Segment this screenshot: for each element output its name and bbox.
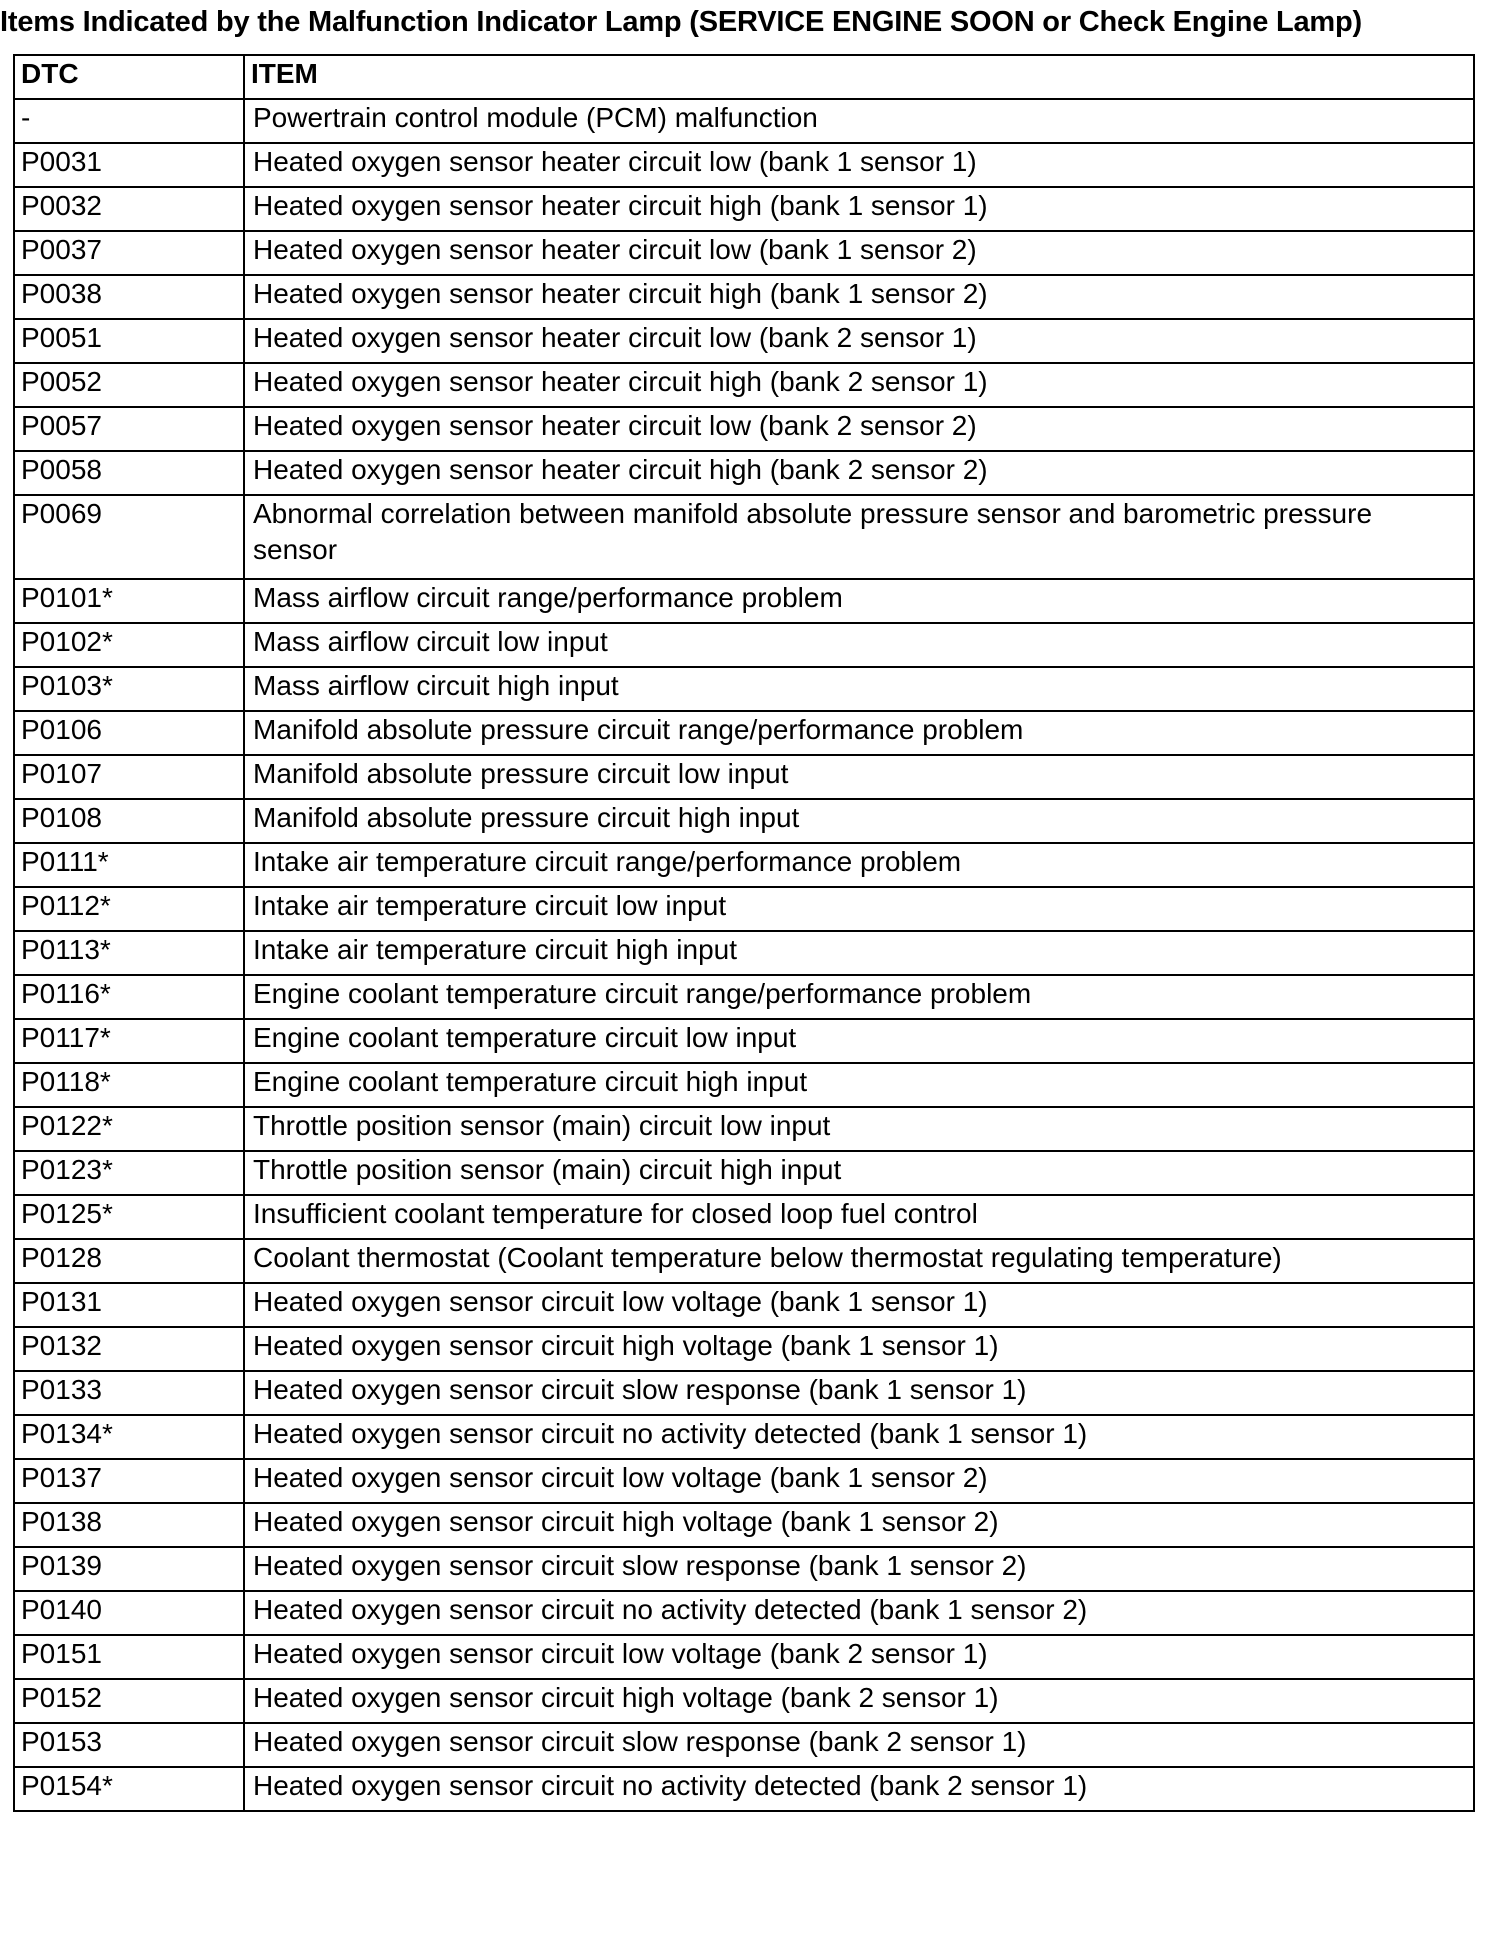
table-row [14,1591,1474,1635]
dtc-item-cell: Heated oxygen sensor circuit slow response (bank 2 sensor 1) [244,1723,1474,1767]
table-row [14,1547,1474,1591]
dtc-code-cell: P0151 [14,1635,244,1679]
dtc-item-cell: Heated oxygen sensor circuit no activity detected (bank 1 sensor 1) [244,1415,1474,1459]
dtc-code-cell: P0137 [14,1459,244,1503]
dtc-code-cell: P0133 [14,1371,244,1415]
dtc-item-cell: Throttle position sensor (main) circuit high input [244,1151,1474,1195]
dtc-code-cell: P0122* [14,1107,244,1151]
dtc-code-cell: P0152 [14,1679,244,1723]
dtc-item-cell: Heated oxygen sensor heater circuit high (bank 1 sensor 1) [244,187,1474,231]
dtc-item-cell: Heated oxygen sensor circuit slow response (bank 1 sensor 2) [244,1547,1474,1591]
table-row [14,667,1474,711]
table-row [14,1503,1474,1547]
dtc-code-cell: P0125* [14,1195,244,1239]
dtc-item-cell: Abnormal correlation between manifold absolute pressure sensor and barometric pressure sensor [244,495,1474,579]
table-row [14,711,1474,755]
table-row [14,843,1474,887]
table-row [14,319,1474,363]
dtc-code-cell: P0153 [14,1723,244,1767]
dtc-item-cell: Mass airflow circuit high input [244,667,1474,711]
table-row [14,799,1474,843]
dtc-item-cell: Heated oxygen sensor circuit high voltage (bank 1 sensor 1) [244,1327,1474,1371]
dtc-code-cell: P0154* [14,1767,244,1811]
dtc-item-cell: Intake air temperature circuit low input [244,887,1474,931]
table-row [14,1151,1474,1195]
table-header-row [14,55,1474,99]
table-row [14,623,1474,667]
table-row [14,275,1474,319]
table-row [14,887,1474,931]
dtc-item-cell: Intake air temperature circuit high input [244,931,1474,975]
dtc-item-cell: Coolant thermostat (Coolant temperature below thermostat regulating temperature) [244,1239,1474,1283]
dtc-code-cell: P0139 [14,1547,244,1591]
column-header-dtc: DTC [14,55,244,99]
dtc-item-cell: Heated oxygen sensor circuit no activity detected (bank 2 sensor 1) [244,1767,1474,1811]
dtc-code-cell: P0112* [14,887,244,931]
table-row [14,1371,1474,1415]
table-row [14,1107,1474,1151]
dtc-code-cell: P0069 [14,495,244,579]
dtc-code-cell: P0057 [14,407,244,451]
dtc-item-cell: Heated oxygen sensor circuit low voltage (bank 2 sensor 1) [244,1635,1474,1679]
dtc-code-cell: P0132 [14,1327,244,1371]
dtc-code-cell: P0051 [14,319,244,363]
table-row [14,1195,1474,1239]
dtc-code-cell: P0134* [14,1415,244,1459]
table-row [14,1327,1474,1371]
table-row [14,1723,1474,1767]
table-row [14,1767,1474,1811]
dtc-code-cell: P0123* [14,1151,244,1195]
table-row [14,1459,1474,1503]
dtc-item-cell: Insufficient coolant temperature for closed loop fuel control [244,1195,1474,1239]
dtc-code-cell: P0032 [14,187,244,231]
dtc-code-cell: P0108 [14,799,244,843]
dtc-item-cell: Throttle position sensor (main) circuit low input [244,1107,1474,1151]
dtc-code-cell: P0101* [14,579,244,623]
table-row [14,495,1474,579]
dtc-item-cell: Heated oxygen sensor heater circuit high (bank 2 sensor 2) [244,451,1474,495]
dtc-item-cell: Engine coolant temperature circuit high input [244,1063,1474,1107]
dtc-code-cell: P0107 [14,755,244,799]
table-row [14,1063,1474,1107]
dtc-code-cell: P0102* [14,623,244,667]
dtc-item-cell: Heated oxygen sensor circuit high voltage (bank 1 sensor 2) [244,1503,1474,1547]
dtc-code-cell: P0138 [14,1503,244,1547]
dtc-code-cell: P0118* [14,1063,244,1107]
dtc-item-cell: Manifold absolute pressure circuit high input [244,799,1474,843]
dtc-item-cell: Intake air temperature circuit range/performance problem [244,843,1474,887]
dtc-code-cell: P0140 [14,1591,244,1635]
table-row [14,975,1474,1019]
dtc-code-cell: P0111* [14,843,244,887]
table-row [14,579,1474,623]
dtc-code-cell: P0038 [14,275,244,319]
table-row [14,451,1474,495]
dtc-item-cell: Heated oxygen sensor circuit high voltage (bank 2 sensor 1) [244,1679,1474,1723]
table-row [14,755,1474,799]
dtc-code-cell: P0128 [14,1239,244,1283]
dtc-item-cell: Heated oxygen sensor circuit low voltage (bank 1 sensor 2) [244,1459,1474,1503]
column-header-item: ITEM [244,55,1474,99]
dtc-item-cell: Mass airflow circuit low input [244,623,1474,667]
table-row [14,363,1474,407]
dtc-item-cell: Heated oxygen sensor heater circuit low (bank 1 sensor 2) [244,231,1474,275]
table-row [14,187,1474,231]
dtc-code-cell: P0037 [14,231,244,275]
dtc-code-cell: P0131 [14,1283,244,1327]
dtc-item-cell: Manifold absolute pressure circuit range/performance problem [244,711,1474,755]
dtc-item-cell: Heated oxygen sensor heater circuit high (bank 2 sensor 1) [244,363,1474,407]
table-row [14,99,1474,143]
dtc-item-cell: Heated oxygen sensor heater circuit low (bank 1 sensor 1) [244,143,1474,187]
dtc-code-cell: P0103* [14,667,244,711]
table-row [14,1283,1474,1327]
dtc-item-cell: Manifold absolute pressure circuit low input [244,755,1474,799]
dtc-item-cell: Heated oxygen sensor circuit slow response (bank 1 sensor 1) [244,1371,1474,1415]
dtc-item-cell: Heated oxygen sensor heater circuit low (bank 2 sensor 2) [244,407,1474,451]
table-row [14,1679,1474,1723]
dtc-item-cell: Heated oxygen sensor circuit low voltage (bank 1 sensor 1) [244,1283,1474,1327]
dtc-item-cell: Engine coolant temperature circuit low input [244,1019,1474,1063]
table-row [14,931,1474,975]
table-row [14,231,1474,275]
table-body [14,99,1474,1811]
dtc-code-cell: P0106 [14,711,244,755]
dtc-item-cell: Powertrain control module (PCM) malfunction [244,99,1474,143]
dtc-item-cell: Engine coolant temperature circuit range/performance problem [244,975,1474,1019]
table-row [14,1415,1474,1459]
table-row [14,143,1474,187]
table-row [14,1239,1474,1283]
dtc-table [13,54,1475,1812]
table-row [14,407,1474,451]
dtc-code-cell: P0116* [14,975,244,1019]
dtc-item-cell: Heated oxygen sensor heater circuit low (bank 2 sensor 1) [244,319,1474,363]
dtc-item-cell: Heated oxygen sensor heater circuit high (bank 1 sensor 2) [244,275,1474,319]
dtc-code-cell: P0113* [14,931,244,975]
dtc-item-cell: Mass airflow circuit range/performance problem [244,579,1474,623]
dtc-code-cell: P0117* [14,1019,244,1063]
dtc-item-cell: Heated oxygen sensor circuit no activity detected (bank 1 sensor 2) [244,1591,1474,1635]
dtc-code-cell: P0052 [14,363,244,407]
table-row [14,1019,1474,1063]
dtc-code-cell: P0058 [14,451,244,495]
dtc-code-cell: - [14,99,244,143]
dtc-code-cell: P0031 [14,143,244,187]
table-row [14,1635,1474,1679]
page-title: Items Indicated by the Malfunction Indicator Lamp (SERVICE ENGINE SOON or Check Engine Lamp) [0,6,1362,38]
